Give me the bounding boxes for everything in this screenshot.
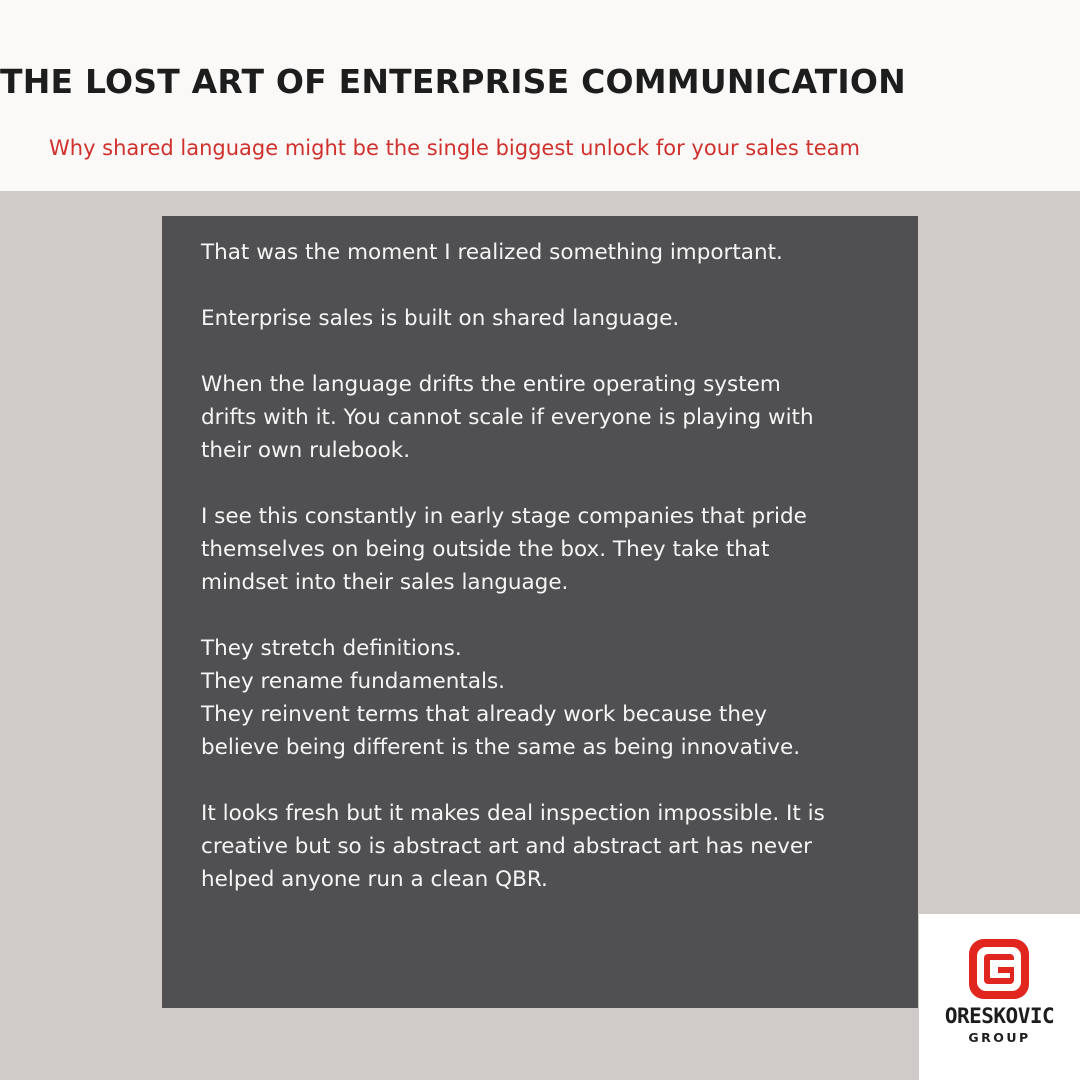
text-line: mindset into their sales language.: [201, 570, 569, 595]
text-line: themselves on being outside the box. They take that: [201, 537, 770, 562]
paragraph: [201, 500, 901, 599]
header: [0, 0, 1080, 191]
text-line: I see this constantly in early stage companies that pride: [201, 504, 807, 529]
paragraph: [201, 302, 901, 335]
text-line: They rename fundamentals.: [201, 669, 506, 694]
text-line: believe being different is the same as being innovative.: [201, 735, 801, 760]
paragraph: [201, 797, 901, 896]
content-card: [162, 216, 918, 1008]
text-line: They reinvent terms that already work because they: [201, 702, 767, 727]
text-line: their own rulebook.: [201, 438, 411, 463]
text-line: drifts with it. You cannot scale if everyone is playing with: [201, 405, 814, 430]
paragraph: [201, 368, 901, 467]
paragraph: [201, 236, 901, 269]
paragraph: [201, 632, 901, 764]
logo-name: ORESKOVIC: [944, 1004, 1055, 1028]
brand-logo: [919, 914, 1080, 1080]
text-line: creative but so is abstract art and abstract art has never: [201, 834, 812, 859]
oreskovic-group-logo-icon: [966, 936, 1032, 1002]
text-line: They stretch definitions.: [201, 636, 462, 661]
text-line: It looks fresh but it makes deal inspection impossible. It is: [201, 801, 825, 826]
text-line: When the language drifts the entire operating system: [201, 372, 781, 397]
page-subtitle: Why shared language might be the single biggest unlock for your sales team: [49, 136, 860, 160]
card-body: [201, 236, 901, 896]
text-line: That was the moment I realized something important.: [201, 240, 783, 265]
text-line: helped anyone run a clean QBR.: [201, 867, 548, 892]
text-line: Enterprise sales is built on shared language.: [201, 306, 680, 331]
page-title: THE LOST ART OF ENTERPRISE COMMUNICATION: [0, 62, 906, 101]
logo-subname: GROUP: [968, 1030, 1031, 1045]
